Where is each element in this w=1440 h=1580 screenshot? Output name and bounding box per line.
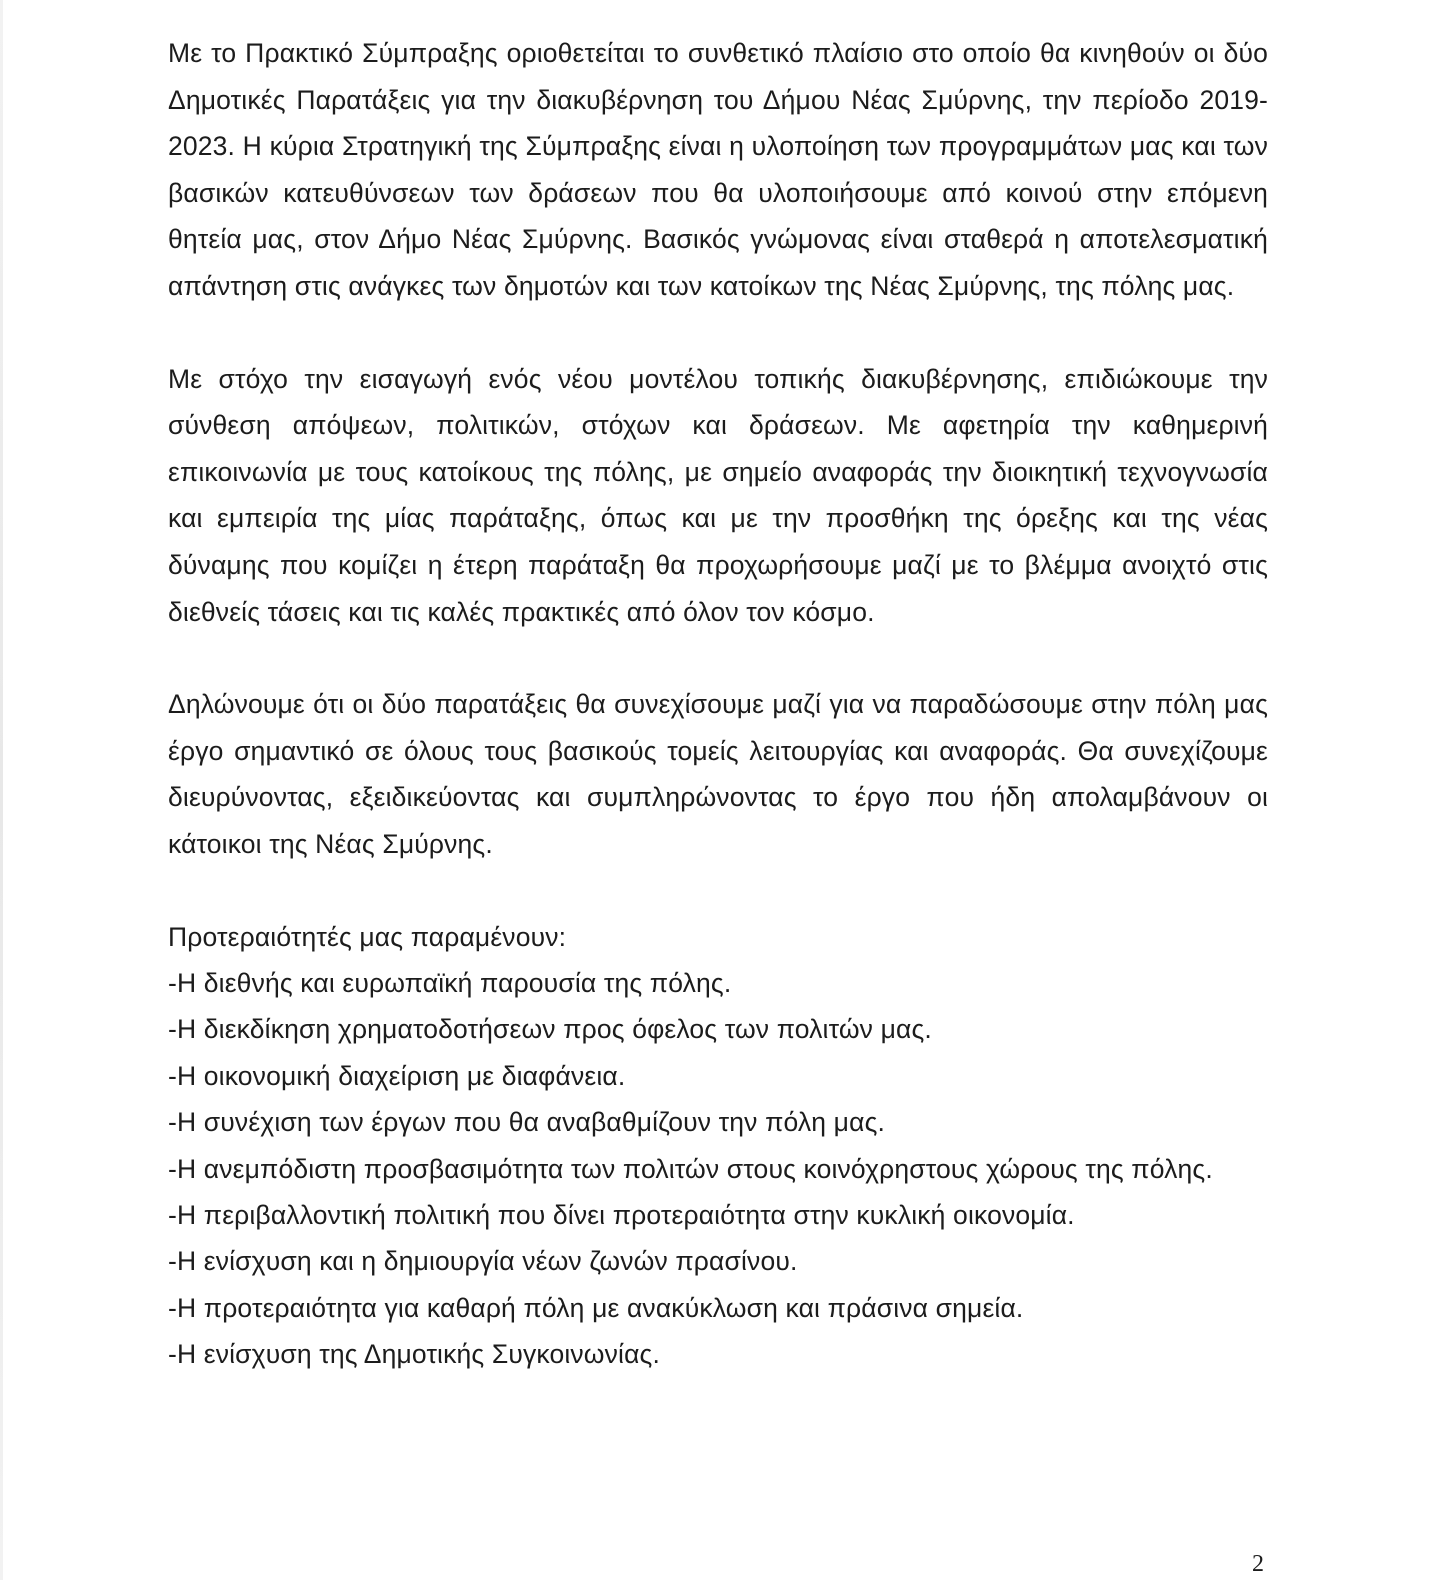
scan-edge-shadow [0,0,3,1580]
priorities-list [168,960,1268,1378]
list-item: -Η συνέχιση των έργων που θα αναβαθμίζουν την πόλη μας. [168,1107,886,1138]
priorities-section [168,914,1268,1378]
paragraph-declaration: Δηλώνουμε ότι οι δύο παρατάξεις θα συνεχίσουμε μαζί για να παραδώσουμε στην πόλη μας έργο σημαντικό σε όλους τους βασικούς τομείς λειτουργίας και αναφοράς. Θα συνεχίζουμε διευρύνοντας, εξειδικεύοντας και συμπληρώνοντας το έργο που ήδη απολαμβάνουν οι κάτοικοι της Νέας Σμύρνης. [168,689,1268,859]
paragraph-intro: Με το Πρακτικό Σύμπραξης οριοθετείται το συνθετικό πλαίσιο στο οποίο θα κινηθούν οι δύο Δημοτικές Παρατάξεις για την διακυβέρνηση του Δήμου Νέας Σμύρνης, την περίοδο 2019-2023. Η κύρια Στρατηγική της Σύμπραξης είναι η υλοποίηση των προγραμμάτων μας και των βασικών κατευθύνσεων των δράσεων που θα υλοποιήσουμε από κοινού στην επόμενη θητεία μας, στον Δήμο Νέας Σμύρνης. Βασικός γνώμονας είναι σταθερά η αποτελεσματική απάντηση στις ανάγκες των δημοτών και των κατοίκων της Νέας Σμύρνης, της πόλης μας. [168,38,1268,301]
list-item: -Η ενίσχυση της Δημοτικής Συγκοινωνίας. [168,1339,660,1370]
list-item: -Η προτεραιότητα για καθαρή πόλη με ανακύκλωση και πράσινα σημεία. [168,1292,1024,1323]
list-item: -Η περιβαλλοντική πολιτική που δίνει προτεραιότητα στην κυκλική οικονομία. [168,1199,1075,1230]
paragraph-governance-model: Με στόχο την εισαγωγή ενός νέου μοντέλου τοπικής διακυβέρνησης, επιδιώκουμε την σύνθεση απόψεων, πολιτικών, στόχων και δράσεων. Με αφετηρία την καθημερινή επικοινωνία με τους κατοίκους της πόλης, με σημείο αναφοράς την διοικητική τεχνογνωσία και εμπειρία της μίας παράταξης, όπως και με την προσθήκη της όρεξης και της νέας δύναμης που κομίζει η έτερη παράταξη θα προχωρήσουμε μαζί με το βλέμμα ανοιχτό στις διεθνείς τάσεις και τις καλές πρακτικές από όλον τον κόσμο. [168,363,1268,627]
priorities-heading: Προτεραιότητές μας παραμένουν: [168,921,567,952]
page-number: 2 [1252,1551,1264,1577]
list-item: -Η διεκδίκηση χρηματοδοτήσεων προς όφελος των πολιτών μας. [168,1014,932,1045]
list-item: -Η οικονομική διαχείριση με διαφάνεια. [168,1060,626,1091]
list-item: -Η ανεμπόδιστη προσβασιμότητα των πολιτών στους κοινόχρηστους χώρους της πόλης. [168,1153,1213,1184]
text-column [168,30,1268,1378]
list-item: -Η διεθνής και ευρωπαϊκή παρουσία της πόλης. [168,967,732,998]
list-item: -Η ενίσχυση και η δημιουργία νέων ζωνών πρασίνου. [168,1246,798,1277]
